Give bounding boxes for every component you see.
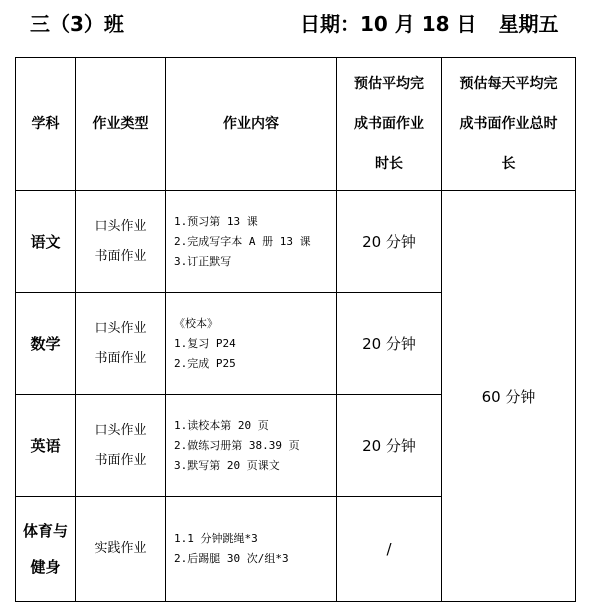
header-duration-line: 时长: [375, 156, 403, 172]
subject-cell: [16, 293, 76, 395]
content-item: 3.默写第 20 页课文: [174, 458, 280, 472]
header-total: [442, 58, 576, 191]
duration-cell: 20 分钟: [337, 395, 442, 497]
type-label: 口头作业: [94, 320, 147, 336]
subject-label: 英语: [30, 436, 61, 455]
content-item: 2.后踢腿 30 次/组*3: [174, 552, 289, 565]
date-text: 日期：10 月 18 日: [300, 12, 477, 36]
type-label: 口头作业: [94, 218, 147, 234]
date-line: [300, 8, 559, 37]
content-item: 1.预习第 13 课: [174, 214, 258, 228]
content-cell: [166, 395, 337, 497]
header-duration-line: 成书面作业: [354, 116, 424, 132]
header-subject-line: 学科: [31, 116, 60, 132]
total-duration-cell: 60 分钟: [442, 191, 576, 602]
header-duration: [337, 58, 442, 191]
content-item: 3.订正默写: [174, 254, 232, 268]
homework-table: [15, 57, 576, 602]
content-item: 2.完成写字本 A 册 13 课: [174, 234, 311, 248]
header-content-line: 作业内容: [223, 116, 279, 132]
subject-label: 语文: [30, 232, 61, 251]
type-cell: [76, 395, 166, 497]
content-cell: [166, 293, 337, 395]
duration-cell: 20 分钟: [337, 191, 442, 293]
content-item: 2.完成 P25: [174, 356, 236, 370]
subject-cell: [16, 497, 76, 602]
type-label: 书面作业: [94, 452, 147, 468]
header-subject: [16, 58, 76, 191]
type-label: 书面作业: [94, 350, 147, 366]
header-row: [16, 58, 576, 191]
type-label: 书面作业: [94, 248, 147, 264]
type-label: 口头作业: [94, 422, 147, 438]
content-item: 1.1 分钟跳绳*3: [174, 532, 258, 545]
header-total-line: 长: [501, 156, 516, 172]
subject-cell: [16, 395, 76, 497]
header-content: [166, 58, 337, 191]
type-cell: [76, 191, 166, 293]
type-label: 实践作业: [94, 541, 147, 556]
content-item: 1.复习 P24: [174, 336, 236, 350]
content-item: 1.读校本第 20 页: [174, 418, 269, 432]
weekday-text: 星期五: [498, 12, 559, 36]
subject-cell: [16, 191, 76, 293]
header-type: [76, 58, 166, 191]
type-cell: [76, 293, 166, 395]
table-row: [16, 191, 576, 293]
subject-label: 健身: [30, 558, 61, 576]
type-cell: [76, 497, 166, 602]
header-total-line: 预估每天平均完: [459, 76, 558, 92]
content-cell: [166, 497, 337, 602]
duration-cell: /: [337, 497, 442, 602]
content-item: 2.做练习册第 38.39 页: [174, 438, 300, 452]
header-duration-line: 预估平均完: [354, 76, 424, 92]
header-total-line: 成书面作业总时: [459, 116, 558, 132]
class-title: 三（3）班: [30, 12, 124, 36]
header-type-line: 作业类型: [92, 116, 149, 132]
subject-label: 体育与: [22, 522, 68, 540]
duration-cell: 20 分钟: [337, 293, 442, 395]
content-cell: [166, 191, 337, 293]
content-item: 《校本》: [174, 316, 218, 330]
subject-label: 数学: [30, 334, 61, 353]
